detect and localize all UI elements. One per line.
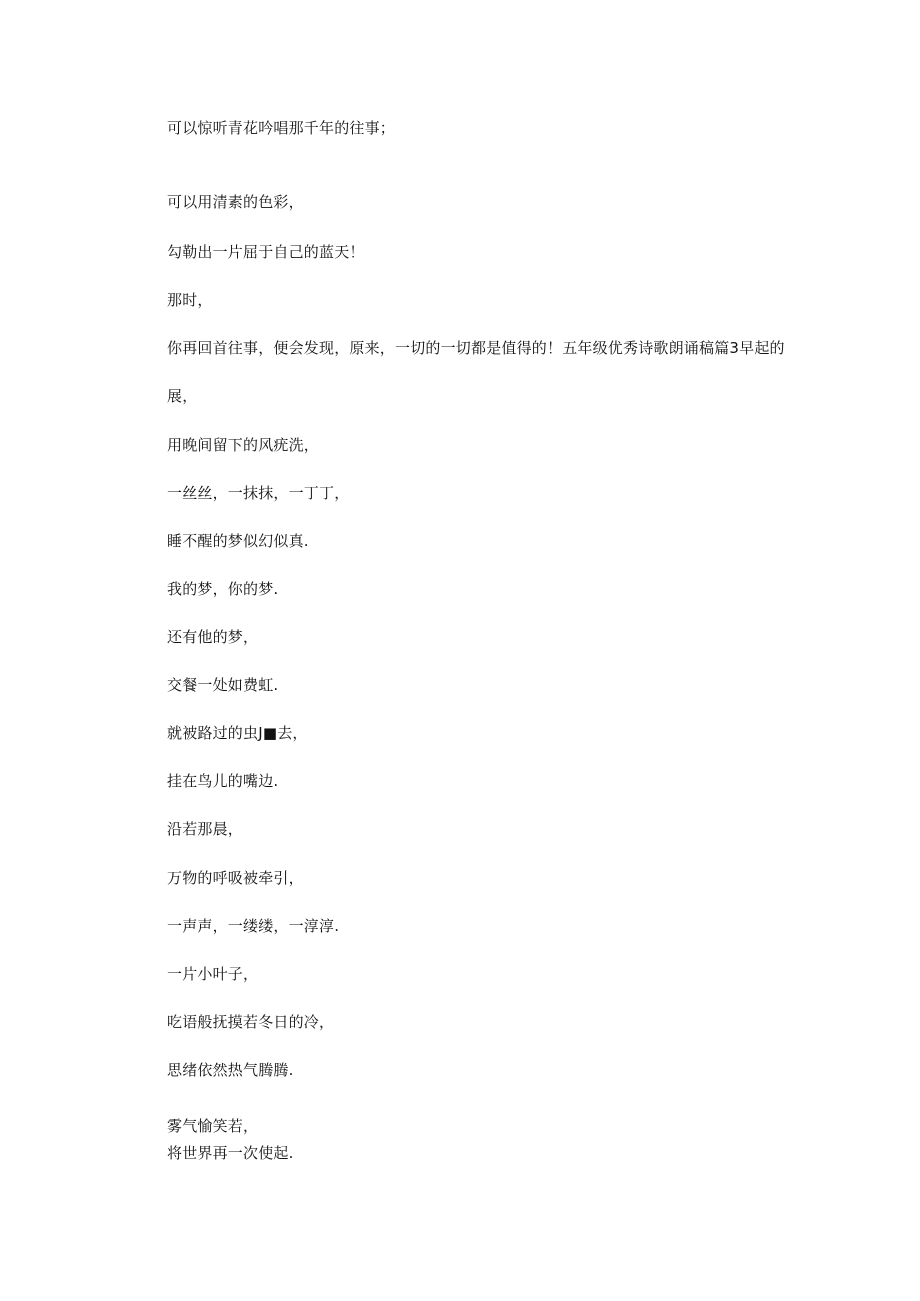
poem-line: 思绪依然热气腾腾. bbox=[167, 1061, 294, 1079]
poem-line: 可以惊听青花吟唱那千年的往事； bbox=[167, 119, 396, 137]
poem-line: 还有他的梦， bbox=[167, 628, 259, 646]
poem-line: 将世界再一次使起. bbox=[167, 1144, 294, 1162]
poem-line: 挂在鸟儿的嘴边. bbox=[167, 772, 279, 790]
poem-line: 你再回首往事，便会发现，原来，一切的一切都是值得的！五年级优秀诗歌朗诵稿篇3早起的 bbox=[167, 339, 785, 357]
poem-line: 沿若那晨， bbox=[167, 820, 244, 838]
poem-line: 吃语般抚摸若冬日的冷， bbox=[167, 1013, 335, 1031]
poem-line: 一丝丝，一抹抹，一丁丁， bbox=[167, 484, 350, 502]
poem-line: 一片小叶子， bbox=[167, 965, 259, 983]
poem-line: 睡不醒的梦似幻似真. bbox=[167, 532, 309, 550]
poem-line: 可以用清素的色彩， bbox=[167, 193, 304, 211]
poem-line: 雾气愉笑若， bbox=[167, 1117, 259, 1135]
poem-line: 那时， bbox=[167, 291, 213, 309]
poem-line: 万物的呼吸被牵引， bbox=[167, 869, 304, 887]
poem-line: 我的梦，你的梦. bbox=[167, 580, 279, 598]
poem-line: 一声声，一缕缕，一淳淳. bbox=[167, 917, 340, 935]
poem-line: 勾勒出一片屈于自己的蓝天！ bbox=[167, 243, 365, 261]
poem-line: 交餐一处如费虹. bbox=[167, 676, 279, 694]
poem-line: 就被路过的虫J■去， bbox=[167, 724, 308, 742]
poem-line: 用晚间留下的风疣洗， bbox=[167, 436, 320, 454]
poem-line: 展， bbox=[167, 387, 198, 405]
